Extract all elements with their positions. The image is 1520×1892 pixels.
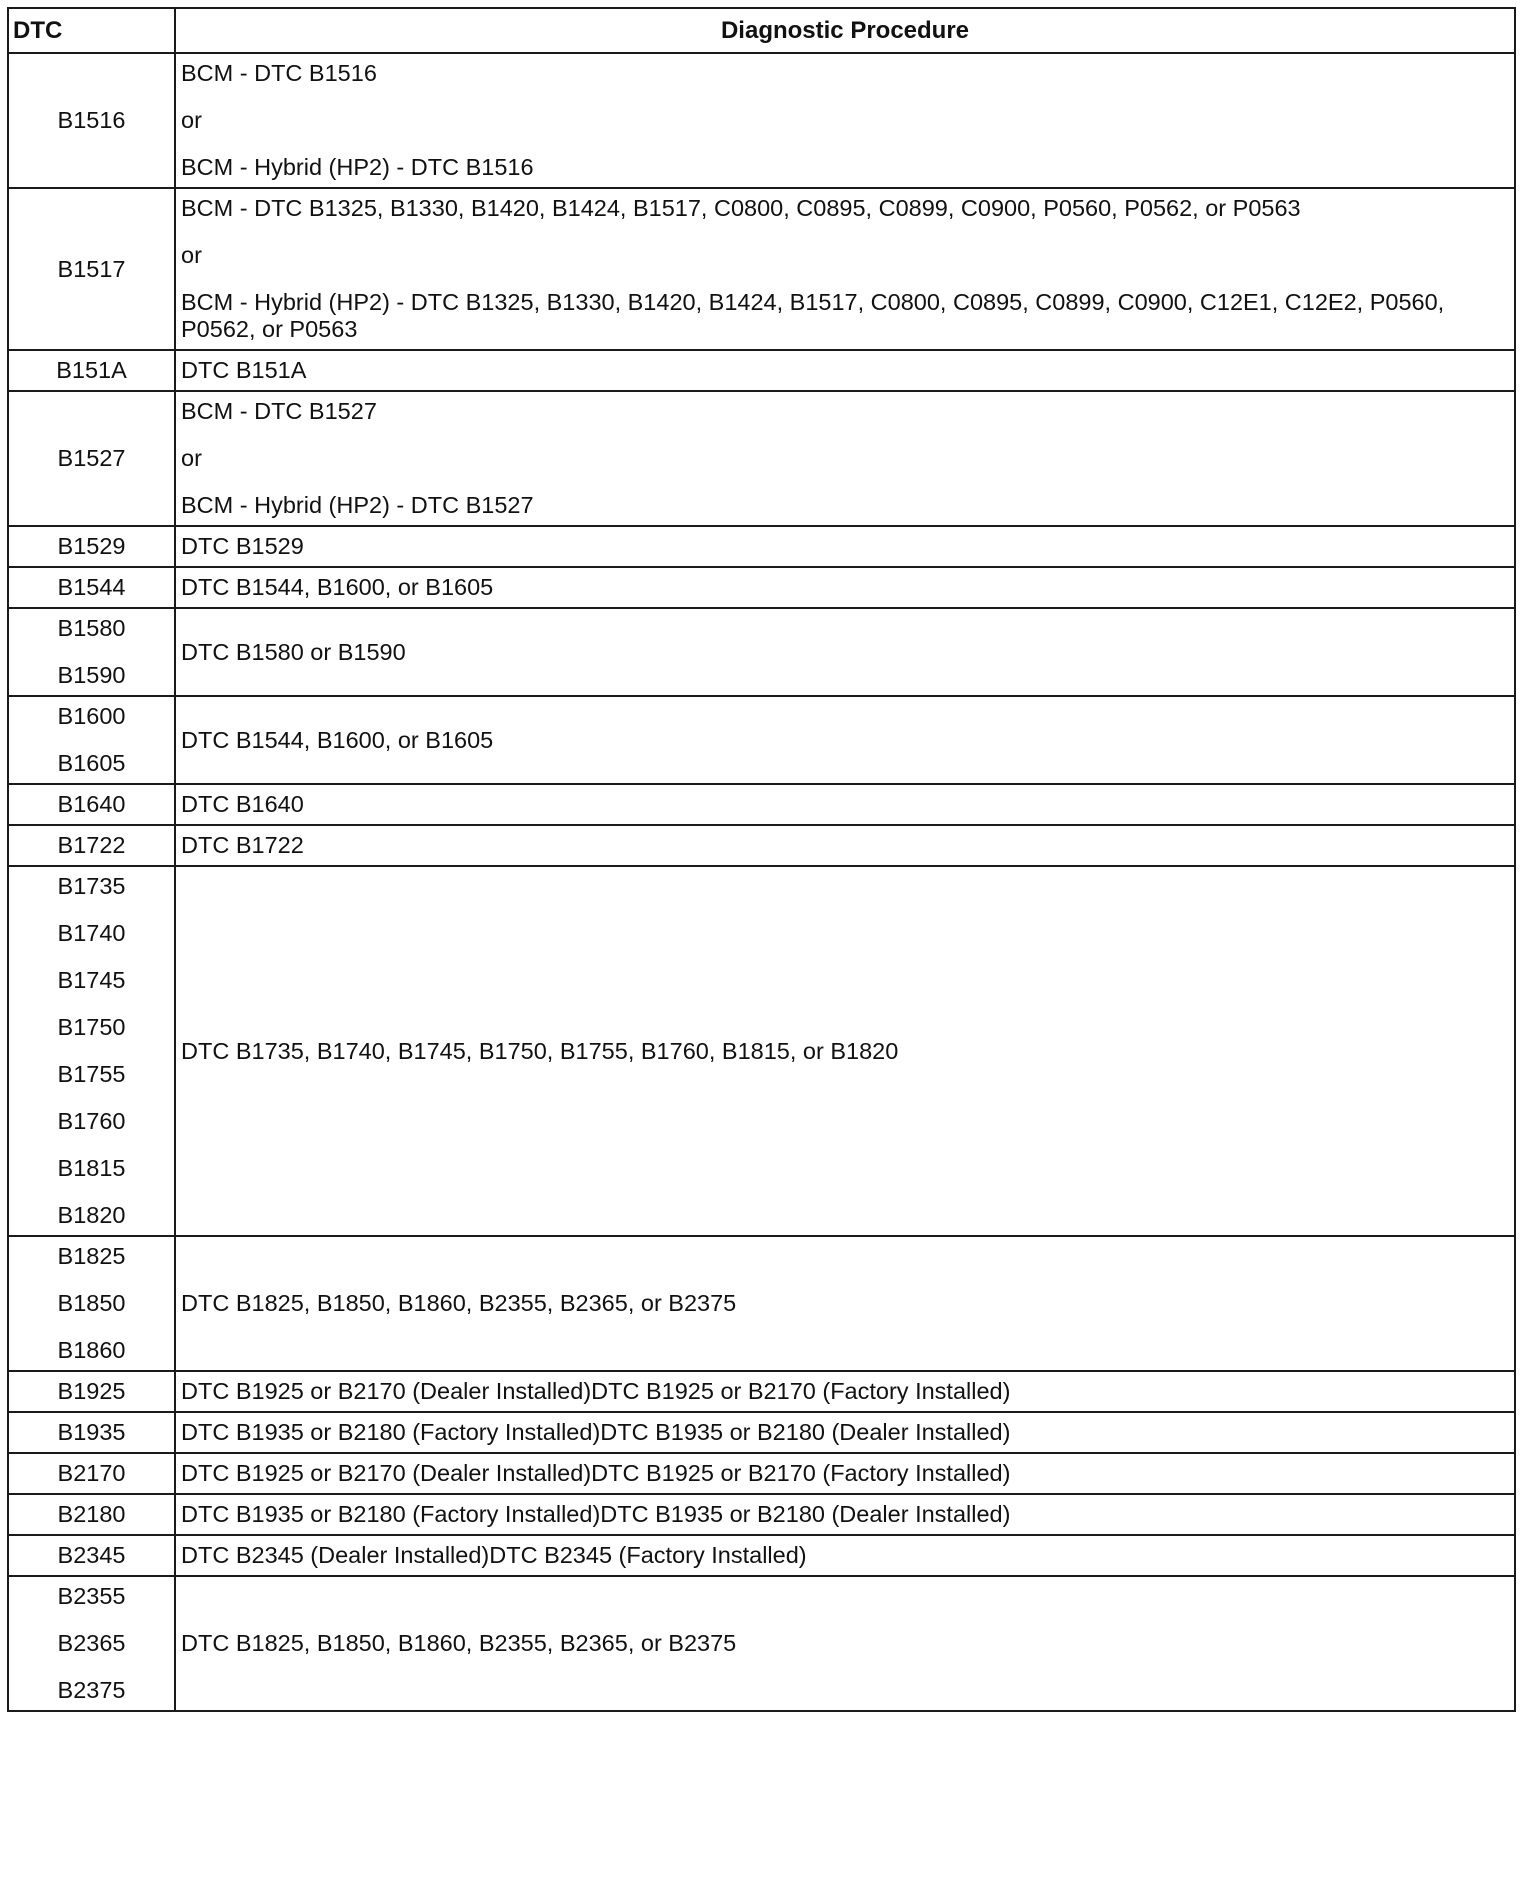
table-row bbox=[8, 350, 1515, 391]
table-row bbox=[8, 1412, 1515, 1453]
dtc-cell bbox=[8, 608, 175, 696]
procedure-cell bbox=[175, 1576, 1515, 1711]
dtc-cell bbox=[8, 696, 175, 784]
dtc-cell bbox=[8, 53, 175, 188]
table-row bbox=[8, 1453, 1515, 1494]
procedure-text: BCM - DTC B1516 bbox=[181, 60, 377, 86]
dtc-code: B2365 bbox=[57, 1630, 126, 1656]
table-row bbox=[8, 696, 1515, 784]
dtc-cell bbox=[8, 784, 175, 825]
dtc-code: B2170 bbox=[57, 1460, 126, 1486]
dtc-code: B1580 bbox=[57, 615, 126, 641]
dtc-cell bbox=[8, 825, 175, 866]
procedure-cell bbox=[175, 188, 1515, 350]
procedure-cell bbox=[175, 866, 1515, 1236]
procedure-text: DTC B1544, B1600, or B1605 bbox=[181, 574, 494, 600]
dtc-code: B1529 bbox=[57, 533, 126, 559]
dtc-code: B2180 bbox=[57, 1501, 126, 1527]
table-row bbox=[8, 866, 1515, 1236]
dtc-code: B1925 bbox=[57, 1378, 126, 1404]
dtc-cell bbox=[8, 1576, 175, 1711]
dtc-code: B1517 bbox=[57, 255, 126, 282]
procedure-text: DTC B1722 bbox=[181, 832, 304, 858]
procedure-cell bbox=[175, 784, 1515, 825]
dtc-code: B1600 bbox=[57, 703, 126, 729]
procedure-text: DTC B1735, B1740, B1745, B1750, B1755, B1760, B1815, or B1820 bbox=[181, 1037, 899, 1064]
dtc-code: B1735 bbox=[57, 873, 126, 899]
dtc-code: B2375 bbox=[57, 1677, 126, 1703]
procedure-cell bbox=[175, 1236, 1515, 1371]
table-row bbox=[8, 825, 1515, 866]
dtc-code: B1640 bbox=[57, 791, 126, 817]
dtc-code: B1516 bbox=[57, 107, 126, 133]
dtc-code: B1815 bbox=[57, 1155, 126, 1181]
dtc-cell bbox=[8, 391, 175, 526]
table-row bbox=[8, 53, 1515, 188]
procedure-cell bbox=[175, 391, 1515, 526]
dtc-code: B1740 bbox=[57, 920, 126, 946]
procedure-text: BCM - Hybrid (HP2) - DTC B1527 bbox=[181, 492, 534, 518]
table-row bbox=[8, 1236, 1515, 1371]
procedure-cell bbox=[175, 608, 1515, 696]
procedure-cell bbox=[175, 1371, 1515, 1412]
table-row bbox=[8, 608, 1515, 696]
procedure-cell bbox=[175, 53, 1515, 188]
dtc-code: B1722 bbox=[57, 832, 126, 858]
dtc-code: B2355 bbox=[57, 1583, 126, 1609]
dtc-code: B1820 bbox=[57, 1202, 126, 1228]
dtc-table bbox=[7, 7, 1516, 1712]
table-row bbox=[8, 188, 1515, 350]
dtc-cell bbox=[8, 1535, 175, 1576]
dtc-code: B1755 bbox=[57, 1061, 126, 1087]
header-procedure: Diagnostic Procedure bbox=[175, 8, 1515, 53]
procedure-cell bbox=[175, 567, 1515, 608]
dtc-code: B1527 bbox=[57, 445, 126, 471]
dtc-code: B1850 bbox=[57, 1290, 126, 1316]
procedure-cell bbox=[175, 1453, 1515, 1494]
table-row bbox=[8, 1371, 1515, 1412]
procedure-text: DTC B1825, B1850, B1860, B2355, B2365, or B2375 bbox=[181, 1630, 737, 1656]
dtc-code: B1935 bbox=[57, 1419, 126, 1445]
procedure-text: BCM - DTC B1527 bbox=[181, 398, 377, 424]
table-body bbox=[8, 53, 1515, 1711]
dtc-cell bbox=[8, 1453, 175, 1494]
procedure-text: DTC B151A bbox=[181, 357, 307, 383]
table-row bbox=[8, 1535, 1515, 1576]
table-row bbox=[8, 1494, 1515, 1535]
dtc-cell bbox=[8, 567, 175, 608]
dtc-code: B1544 bbox=[57, 574, 126, 600]
dtc-cell bbox=[8, 188, 175, 350]
procedure-text: or bbox=[181, 107, 202, 133]
dtc-cell bbox=[8, 1412, 175, 1453]
table-row bbox=[8, 391, 1515, 526]
procedure-cell bbox=[175, 350, 1515, 391]
header-row bbox=[8, 8, 1515, 53]
procedure-cell bbox=[175, 1494, 1515, 1535]
dtc-cell bbox=[8, 526, 175, 567]
procedure-text: BCM - Hybrid (HP2) - DTC B1516 bbox=[181, 154, 534, 180]
header-dtc: DTC bbox=[8, 8, 175, 53]
procedure-text: DTC B1529 bbox=[181, 533, 304, 559]
dtc-code: B2345 bbox=[57, 1542, 126, 1568]
table-row bbox=[8, 784, 1515, 825]
procedure-text: DTC B1580 or B1590 bbox=[181, 638, 406, 665]
procedure-cell bbox=[175, 696, 1515, 784]
procedure-text: DTC B1640 bbox=[181, 791, 304, 817]
table-row bbox=[8, 567, 1515, 608]
procedure-cell bbox=[175, 1412, 1515, 1453]
procedure-cell bbox=[175, 1535, 1515, 1576]
dtc-code: B1750 bbox=[57, 1014, 126, 1040]
dtc-code: B1745 bbox=[57, 967, 126, 993]
dtc-cell bbox=[8, 1371, 175, 1412]
procedure-text: BCM - DTC B1325, B1330, B1420, B1424, B1517, C0800, C0895, C0899, C0900, P0560, P0562, or P0563 bbox=[181, 195, 1301, 221]
procedure-text: BCM - Hybrid (HP2) - DTC B1325, B1330, B1420, B1424, B1517, C0800, C0895, C0899, C0900, C12E1, C12E2, P0560, P0562, or P0563 bbox=[181, 289, 1445, 342]
procedure-text: DTC B1825, B1850, B1860, B2355, B2365, or B2375 bbox=[181, 1290, 737, 1316]
dtc-cell bbox=[8, 866, 175, 1236]
dtc-cell bbox=[8, 1236, 175, 1371]
procedure-text: DTC B1935 or B2180 (Factory Installed)DTC B1935 or B2180 (Dealer Installed) bbox=[181, 1501, 1011, 1527]
dtc-code: B1605 bbox=[57, 750, 126, 776]
dtc-code: B1590 bbox=[57, 662, 126, 688]
procedure-cell bbox=[175, 526, 1515, 567]
dtc-code: B1760 bbox=[57, 1108, 126, 1134]
procedure-text: DTC B1925 or B2170 (Dealer Installed)DTC B1925 or B2170 (Factory Installed) bbox=[181, 1460, 1011, 1486]
procedure-text: DTC B2345 (Dealer Installed)DTC B2345 (Factory Installed) bbox=[181, 1542, 807, 1568]
table-row bbox=[8, 526, 1515, 567]
dtc-code: B1825 bbox=[57, 1243, 126, 1269]
procedure-text: DTC B1925 or B2170 (Dealer Installed)DTC B1925 or B2170 (Factory Installed) bbox=[181, 1378, 1011, 1404]
procedure-cell bbox=[175, 825, 1515, 866]
dtc-code: B151A bbox=[56, 357, 127, 383]
procedure-text: DTC B1544, B1600, or B1605 bbox=[181, 726, 494, 753]
procedure-text: or bbox=[181, 445, 202, 471]
table-row bbox=[8, 1576, 1515, 1711]
procedure-text: DTC B1935 or B2180 (Factory Installed)DTC B1935 or B2180 (Dealer Installed) bbox=[181, 1419, 1011, 1445]
dtc-code: B1860 bbox=[57, 1337, 126, 1363]
dtc-cell bbox=[8, 350, 175, 391]
dtc-table-container bbox=[7, 7, 1516, 1712]
procedure-text: or bbox=[181, 242, 202, 268]
dtc-cell bbox=[8, 1494, 175, 1535]
